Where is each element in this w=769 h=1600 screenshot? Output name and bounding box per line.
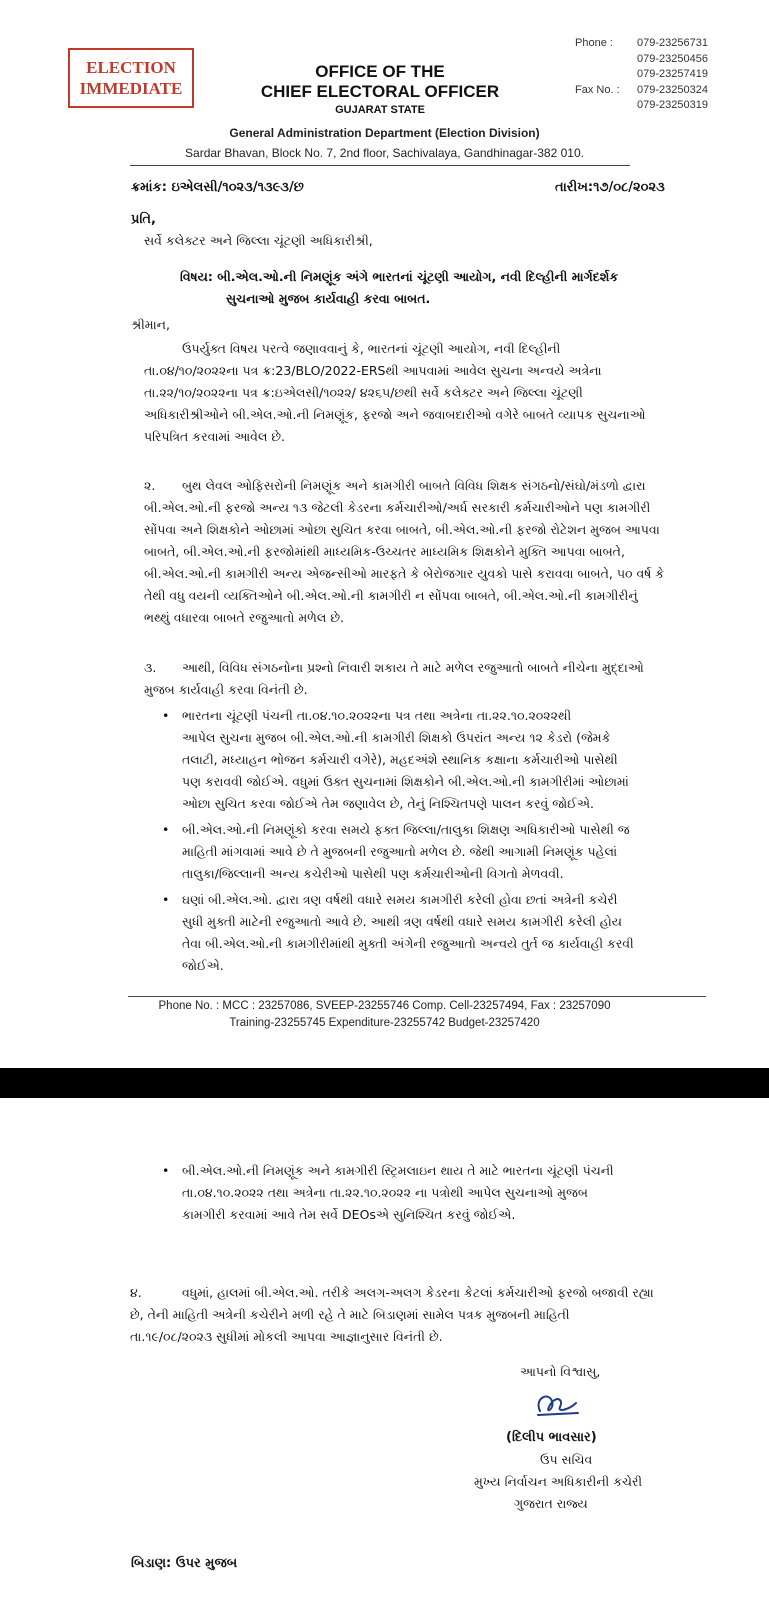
bullet-item — [160, 705, 705, 815]
contact-numbers — [575, 36, 747, 114]
election-immediate-stamp — [68, 48, 194, 108]
addressee-prati: પ્રતિ, — [131, 212, 156, 227]
para3-line: આથી, વિવિધ સંગઠનોના પ્રશ્નો નિવારી શકાય તે માટે મળેલ રજુઆતો બાબતે નીચેના મુદ્દાઓ — [182, 660, 644, 675]
office-address: Sardar Bhavan, Block No. 7, 2nd floor, Sachivalaya, Gandhinagar-382 010. — [185, 146, 584, 160]
closing: આપનો વિશ્વાસુ, — [520, 1364, 601, 1379]
para2-number: ૨. — [144, 478, 156, 493]
office-title — [230, 62, 530, 118]
office-line2: CHIEF ELECTORAL OFFICER — [260, 82, 500, 101]
bullet-line: બી.એલ.ઓ.ની નિમણૂંકો કરવા સમયે ફક્ત જિલ્લા/તાલુકા શિક્ષણ અધિકારીઓ પાસેથી જ — [182, 822, 630, 837]
signature-icon — [530, 1385, 590, 1425]
para1-line: અધિકારીશ્રીઓને બી.એલ.ઓ.ની નિમણૂંક, ફરજો અને જવાબદારીઓ વગેરે બાબતે વ્યાપક સુચનાઓ — [144, 407, 646, 422]
header-divider — [130, 165, 630, 166]
para4-line: વધુમાં, હાલમાં બી.એલ.ઓ. તરીકે અલગ-અલગ કેડરના કેટલાં કર્મચારીઓ ફરજો બજાવી રહ્યા — [182, 1285, 654, 1300]
signatory-name: (દિલીપ ભાવસાર) — [506, 1430, 597, 1445]
phone-number: 079-23250456 — [637, 52, 708, 65]
bullet-line: પણ કરાવવી જોઈએ. વધુમાં ઉક્ત સુચનામાં શિક્ષકોને બી.એલ.ઓ.ની કામગીરીમાં ઓછામાં — [182, 774, 629, 789]
bullet-line: ભારતના ચૂંટણી પંચની તા.૦૪.૧૦.૨૦૨૨ના પત્ર તથા અત્રેના તા.૨૨.૧૦.૨૦૨૨થી — [182, 708, 572, 723]
page-separator — [0, 1068, 769, 1098]
para3-line: મુજબ કાર્યવાહી કરવા વિનંતી છે. — [144, 682, 308, 697]
bullet-dot-icon: • — [162, 1163, 170, 1178]
subject-line2: સુચનાઓ મુજબ કાર્યવાહી કરવા બાબત. — [226, 291, 431, 306]
signatory-office: મુખ્ય નિર્વાચન અધિકારીની કચેરી — [474, 1474, 643, 1489]
enclosure: બિડાણ: ઉપર મુજબ — [131, 1556, 238, 1571]
phone-number: 079-23256731 — [637, 37, 708, 49]
para2-line: બી.એલ.ઓ.ની ફરજો અન્ય ૧૩ જેટલી કેડરના કર્મચારીઓ/અર્ધ સરકારી કર્મચારીઓને પણ કામગીરી — [144, 500, 651, 515]
para1-line: તા.૨૨/૧૦/૨૦૨૨ના પત્ર ક્ર:ઇએલસી/૧૦૨૨/ ૪૨૬૫/છથી સર્વે કલેક્ટર અને જિલ્લા ચૂંટણી — [144, 385, 583, 400]
paragraph-1 — [144, 338, 706, 448]
para2-line: બી.એલ.ઓ.ની કામગીરી અન્ય એજન્સીઓ મારફતે કે બેરોજગાર યુવકો પાસે કરાવવા બાબતે, ૫૦ વર્ષ કે — [144, 566, 665, 581]
bullet-line: માહિતી માંગવામાં આવે છે તે મુજબની રજુઆતો મળેલ છે. જેથી આગામી નિમણૂંક પહેલાં — [182, 844, 618, 859]
phone-label: Phone : — [575, 37, 613, 49]
para1-line: ઉપર્યુક્ત વિષય પરત્વે જણાવવાનું કે, ભારતનાં ચૂંટણી આયોગ, નવી દિલ્હીની — [182, 341, 561, 356]
para2-line: તેથી વધુ વયની વ્યક્તિઓને બી.એલ.ઓ.ની કામગીરી ન સોંપવા બાબતે, બી.એલ.ઓ.ની કામગીરીનું — [144, 588, 638, 603]
stamp-line1: ELECTION — [86, 58, 176, 77]
fax-number: 079-23250319 — [637, 99, 708, 111]
addressee-to: સર્વે કલેક્ટર અને જિલ્લા ચૂંટણી અધિકારીશ્રી, — [144, 233, 373, 248]
bullet-dot-icon: • — [162, 822, 170, 837]
bullet-line: તલાટી, મધ્યાહન ભોજન કર્મચારી વગેરે), મહદઅંશે સ્થાનિક કક્ષાના કર્મચારીઓ પાસેથી — [182, 752, 618, 767]
bullet-line: ઘણાં બી.એલ.ઓ. દ્વારા ત્રણ વર્ષથી વધારે સમય કામગીરી કરેલી હોવા છતાં અત્રેની કચેરી — [182, 892, 618, 907]
salutation: શ્રીમાન, — [131, 317, 170, 332]
footer-phones-2: Training-23255745 Expenditure-23255742 Budget-23257420 — [229, 1017, 540, 1029]
office-line1: OFFICE OF THE — [315, 62, 445, 81]
para2-line: ભથ્થું વધારવા બાબતે રજુઆતો મળેલ છે. — [144, 610, 344, 625]
bullet-line: જોઈએ. — [182, 958, 224, 973]
bullet-item — [160, 819, 705, 885]
bullet-line: સુધી મુક્તી માટેની રજુઆતો આવે છે. આથી ત્રણ વર્ષથી વધારે સમય કામગીરી કરેલી હોય — [182, 914, 622, 929]
para3-number: ૩. — [144, 660, 157, 675]
bullet-dot-icon: • — [162, 892, 170, 907]
bullet-line: કામગીરી કરવામાં આવે તેમ સર્વે DEOsએ સુનિશ્ચિત કરવું જોઈએ. — [182, 1207, 516, 1222]
signatory-state: ગુજરાત રાજ્ય — [514, 1496, 588, 1511]
reference-number: ક્રમાંક: ઇએલસી/૧૦૨૩/૧૩૯૩/છ — [131, 180, 304, 195]
stamp-line2: IMMEDIATE — [79, 79, 183, 98]
footer-phones: Phone No. : MCC : 23257086, SVEEP-23255746 Comp. Cell-23257494, Fax : 23257090 — [158, 1000, 611, 1012]
paragraph-3 — [144, 657, 706, 701]
bullet-list — [160, 705, 705, 981]
bullet-line: તેવા બી.એલ.ઓ.ની કામગીરીમાંથી મુક્તી અંગેની રજુઆતો અન્વયે તુર્ત જ કાર્યવાહી કરવી — [182, 936, 634, 951]
paragraph-4 — [130, 1282, 706, 1348]
para2-line: બુથ લેવલ ઓફિસરોની નિમણૂંક અને કામગીરી બાબતે વિવિધ શિક્ષક સંગઠનો/સંઘો/મંડળો દ્વારા — [182, 478, 646, 493]
para4-line: છે, તેની માહિતી અત્રેની કચેરીને મળી રહે તે માટે બિડાણમાં સામેલ પત્રક મુજબની માહિતી — [130, 1307, 570, 1322]
paragraph-2 — [144, 475, 706, 629]
bullet-dot-icon: • — [162, 708, 170, 723]
phone-number: 079-23257419 — [637, 68, 708, 80]
bullet-line: ઓછા સુચિત કરવા જોઈએ તેમ જણાવેલ છે, તેનું નિશ્ચિતપણે પાલન કરવું જોઈએ. — [182, 796, 594, 811]
subject-line1: વિષય: બી.એલ.ઓ.ની નિમણૂંક અંગે ભારતનાં ચૂંટણી આયોગ, નવી દિલ્હીની માર્ગદર્શક — [180, 269, 619, 284]
subject — [180, 266, 700, 310]
office-line3: GUJARAT STATE — [335, 104, 425, 116]
fax-label: Fax No. : — [575, 83, 620, 96]
department-name: General Administration Department (Election Division) — [229, 126, 540, 140]
letter-date: તારીખ:૧૭/૦૮/૨૦૨૩ — [555, 180, 665, 195]
bullet-item — [160, 1160, 705, 1226]
para4-line: તા.૧૯/૦૮/૨૦૨૩ સુધીમાં મોકલી આપવા આજ્ઞાનુસાર વિનંતી છે. — [130, 1329, 443, 1344]
fax-number: 079-23250324 — [637, 83, 708, 96]
bullet-line: તા.૦૪.૧૦.૨૦૨૨ તથા અત્રેના તા.૨૨.૧૦.૨૦૨૨ ના પત્રોથી આપેલ સુચનાઓ મુજબ — [182, 1185, 588, 1200]
bullet-line: તાલુકા/જિલ્લાની અન્ય કચેરીઓ પાસેથી પણ કર્મચારીઓની વિગતો મેળવવી. — [182, 866, 564, 881]
para4-number: ૪. — [130, 1285, 142, 1300]
bullet-list-page2 — [160, 1160, 705, 1230]
bullet-line: બી.એલ.ઓ.ની નિમણૂંક અને કામગીરી સ્ટ્રિમલાઇન થાય તે માટે ભારતના ચૂંટણી પંચની — [182, 1163, 614, 1178]
para2-line: બાબતે, બી.એલ.ઓ.ની ફરજોમાંથી માધ્યમિક-ઉચ્ચતર માધ્યમિક શિક્ષકોને મુક્તિ આપવા બાબતે, — [144, 544, 625, 559]
signatory-post: ઉપ સચિવ — [540, 1452, 593, 1467]
para1-line: પરિપત્રિત કરવામાં આવેલ છે. — [144, 429, 286, 444]
bullet-line: આપેલ સુચના મુજબ બી.એલ.ઓ.ની કામગીરી શિક્ષકો ઉપરાંત અન્ય ૧૨ કેડરો (જેમકે — [182, 730, 611, 745]
para2-line: સોંપવા અને શિક્ષકોને ઓછામાં ઓછા સુચિત કરવા બાબતે, બી.એલ.ઓ.ની ફરજો રોટેશન મુજબ આપવા — [144, 522, 660, 537]
para1-line: તા.૦૪/૧૦/૨૦૨૨ના પત્ર ક્ર:23/BLO/2022-ERSથી આપવામાં આવેલ સુચના અન્વયે અત્રેના — [144, 363, 602, 378]
footer-divider — [128, 996, 706, 997]
bullet-item — [160, 889, 705, 977]
